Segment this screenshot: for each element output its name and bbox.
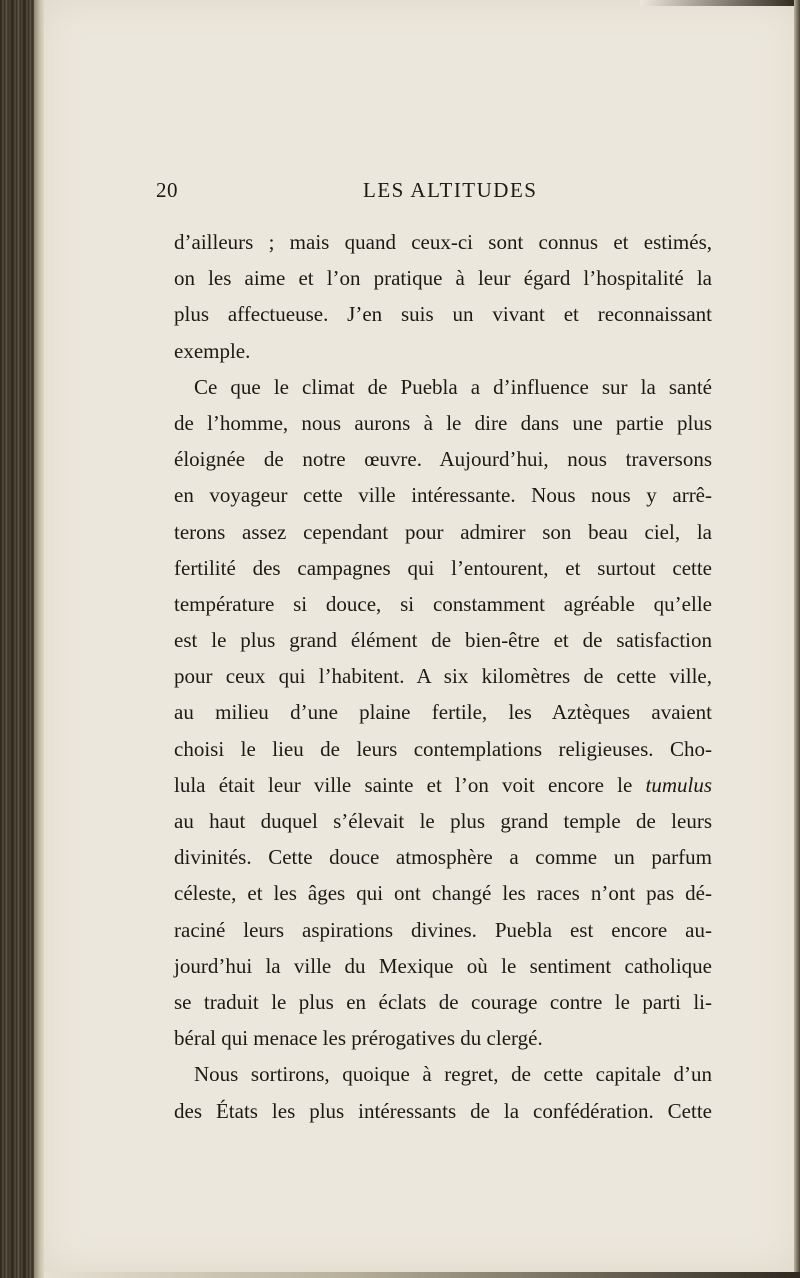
running-head: LES ALTITUDES (363, 178, 538, 202)
page-bottom-edge (44, 1272, 800, 1278)
text-line: divinités. Cette douce atmosphère a comme un parfum (174, 845, 712, 870)
italic-term: tumulus (645, 772, 712, 797)
text-line: Nous sortirons, quoique à regret, de cette capitale d’un (194, 1062, 712, 1087)
page-number: 20 (156, 178, 178, 202)
text-line: température si douce, si constamment agréable qu’elle (174, 591, 712, 616)
text-line: plus affectueuse. J’en suis un vivant et reconnaissant (174, 302, 712, 327)
page-right-edge (794, 0, 800, 1278)
text-line: de l’homme, nous aurons à le dire dans une partie plus (174, 410, 712, 435)
text-line: pour ceux qui l’habitent. A six kilomètres de cette ville, (174, 664, 712, 689)
body-text (174, 224, 712, 1129)
text-line: au milieu d’une plaine fertile, les Aztèques avaient (174, 700, 712, 725)
text-line: on les aime et l’on pratique à leur égard l’hospitalité la (174, 266, 712, 291)
text-line: au haut duquel s’élevait le plus grand temple de leurs (174, 809, 712, 833)
text-line: choisi le lieu de leurs contemplations religieuses. Cho- (174, 736, 712, 761)
text-line: des États les plus intéressants de la confédération. Cette (174, 1098, 712, 1123)
text-line: raciné leurs aspirations divines. Puebla est encore au- (174, 917, 712, 942)
text-line: est le plus grand élément de bien-être et de satisfaction (174, 628, 712, 653)
text-line: jourd’hui la ville du Mexique où le sentiment catholique (174, 953, 712, 978)
page-header (131, 178, 651, 204)
text-line: fertilité des campagnes qui l’entourent, et surtout cette (174, 555, 712, 580)
page-gutter (34, 0, 44, 1278)
page-top-edge (640, 0, 800, 6)
text-line: céleste, et les âges qui ont changé les races n’ont pas dé- (174, 881, 712, 906)
text-line: en voyageur cette ville intéressante. Nous nous y arrê- (174, 483, 712, 508)
text-line (174, 767, 712, 803)
text-line: se traduit le plus en éclats de courage contre le parti li- (174, 989, 712, 1014)
text-line: Ce que le climat de Puebla a d’influence sur la santé (194, 374, 712, 399)
text-line: terons assez cependant pour admirer son beau ciel, la (174, 519, 712, 544)
text-segment: lula était leur ville sainte et l’on voit encore le (174, 772, 633, 797)
text-line: exemple. (174, 338, 251, 363)
text-line: éloignée de notre œuvre. Aujourd’hui, nous traversons (174, 447, 712, 472)
text-line: d’ailleurs ; mais quand ceux-ci sont connus et estimés, (174, 230, 712, 254)
text-line: béral qui menace les prérogatives du clergé. (174, 1026, 543, 1051)
